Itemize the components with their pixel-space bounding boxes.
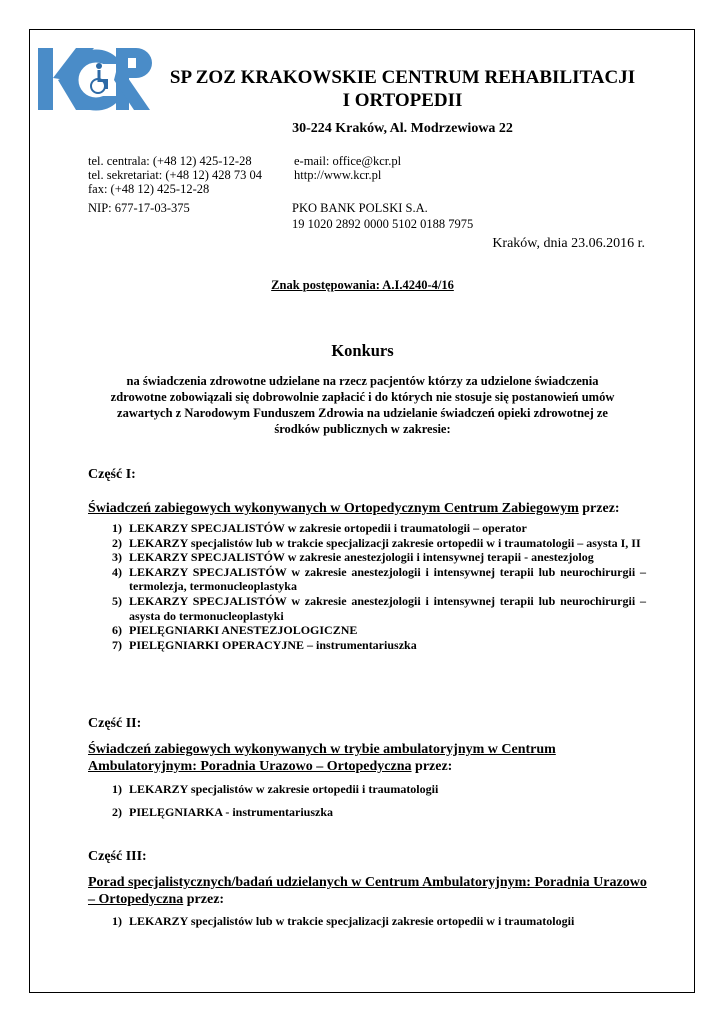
part-2-heading-title: Świadczeń zabiegowych wykonywanych w trybie ambulatoryjnym w Centrum Ambulatoryjnym: Poradnia Urazowo – Ortopedyczna	[88, 742, 556, 774]
part-3-heading-title: Porad specjalistycznych/badań udzielanych w Centrum Ambulatoryjnym: Poradnia Urazowo – Ortopedyczna	[88, 875, 647, 907]
part-1-heading-suffix: przez:	[578, 501, 620, 516]
intro-paragraph: na świadczenia zdrowotne udzielane na rzecz pacjentów którzy za udzielone świadczenia zdrowotne zobowiązali się dobrowolnie zapłacić i do których nie stosuje się postanowień umów zawartych z Narodowym Funduszem Zdrowia na udzielanie świadczeń opieki zdrowotnej ze środków publicznych w zakresie:	[110, 374, 615, 436]
list-item-text: PIELĘGNIARKI ANESTEZJOLOGICZNE	[129, 623, 358, 638]
list-item	[112, 782, 646, 797]
list-item-text: LEKARZY specjalistów lub w trakcie specjalizacji zakresie ortopedii w i traumatologii	[129, 914, 575, 928]
phone-secretariat: tel. sekretariat: (+48 12) 428 73 04	[88, 168, 263, 182]
institution-name-line1: SP ZOZ KRAKOWSKIE CENTRUM REHABILITACJI	[169, 67, 636, 88]
fax: fax: (+48 12) 425-12-28	[88, 182, 210, 196]
part-3-heading	[88, 874, 648, 908]
list-item-text: LEKARZY SPECJALISTÓW w zakresie anestezjologii i intensywnej terapii lub neurochirurgii – termolezja, termonucleoplastyka	[129, 564, 646, 594]
list-item	[112, 623, 646, 638]
institution-address: 30-224 Kraków, Al. Modrzewiowa 22	[292, 121, 513, 136]
list-item-text: LEKARZY specjalistów w zakresie ortopedii i traumatologii	[129, 782, 439, 796]
part-1-label: Część I:	[88, 467, 136, 482]
list-item-text: LEKARZY SPECJALISTÓW w zakresie anestezjologii i intensywnej terapii - anestezjolog	[129, 550, 594, 565]
nip: NIP: 677-17-03-375	[88, 201, 190, 215]
part-2-heading-suffix: przez:	[411, 759, 453, 774]
list-item	[112, 550, 646, 565]
list-item-number: 3)	[112, 550, 122, 565]
bank-name: PKO BANK POLSKI S.A.	[292, 201, 428, 215]
part-1-list	[112, 521, 646, 652]
list-item	[112, 521, 646, 536]
list-item	[112, 638, 646, 653]
part-2-label: Część II:	[88, 716, 142, 731]
part-1-heading	[88, 500, 648, 517]
website: http://www.kcr.pl	[294, 168, 382, 182]
document-date: Kraków, dnia 23.06.2016 r.	[492, 236, 645, 251]
list-item-number: 1)	[112, 782, 122, 796]
email: e-mail: office@kcr.pl	[294, 154, 402, 168]
list-item	[112, 565, 646, 594]
part-1-heading-title: Świadczeń zabiegowych wykonywanych w Ortopedycznym Centrum Zabiegowym	[88, 501, 579, 516]
list-item-number: 5)	[112, 593, 122, 608]
phone-main: tel. centrala: (+48 12) 425-12-28	[88, 154, 252, 168]
part-2-list	[112, 782, 646, 819]
kcr-logo	[36, 44, 154, 112]
list-item-text: PIELĘGNIARKI OPERACYJNE – instrumentariuszka	[129, 637, 417, 652]
list-item	[112, 536, 646, 551]
institution-name-line2: I ORTOPEDII	[342, 90, 463, 111]
list-item-text: LEKARZY SPECJALISTÓW w zakresie anestezjologii i intensywnej terapii lub neurochirurgii – asysta do termonucleoplastyki	[129, 593, 646, 623]
list-item-text: LEKARZY SPECJALISTÓW w zakresie ortopedii i traumatologii – operator	[129, 521, 527, 535]
document-title: Konkurs	[331, 341, 394, 360]
list-item	[112, 594, 646, 623]
reference-number: Znak postępowania: A.I.4240-4/16	[271, 278, 454, 292]
list-item-number: 6)	[112, 623, 122, 638]
bank-account: 19 1020 2892 0000 5102 0188 7975	[292, 217, 474, 231]
list-item-number: 2)	[112, 804, 122, 819]
list-item	[112, 805, 646, 820]
list-item-number: 4)	[112, 564, 122, 579]
list-item-number: 1)	[112, 521, 122, 535]
part-3-list	[112, 914, 646, 929]
list-item-text: LEKARZY specjalistów lub w trakcie specjalizacji zakresie ortopedii w i traumatologii – asysta I, II	[129, 535, 641, 550]
part-2-heading	[88, 741, 648, 775]
list-item-text: PIELĘGNIARKA - instrumentariuszka	[129, 804, 334, 819]
list-item	[112, 914, 646, 929]
part-3-label: Część III:	[88, 849, 147, 864]
list-item-number: 1)	[112, 914, 122, 928]
part-3-heading-suffix: przez:	[183, 892, 225, 907]
list-item-number: 2)	[112, 535, 122, 550]
list-item-number: 7)	[112, 637, 122, 652]
